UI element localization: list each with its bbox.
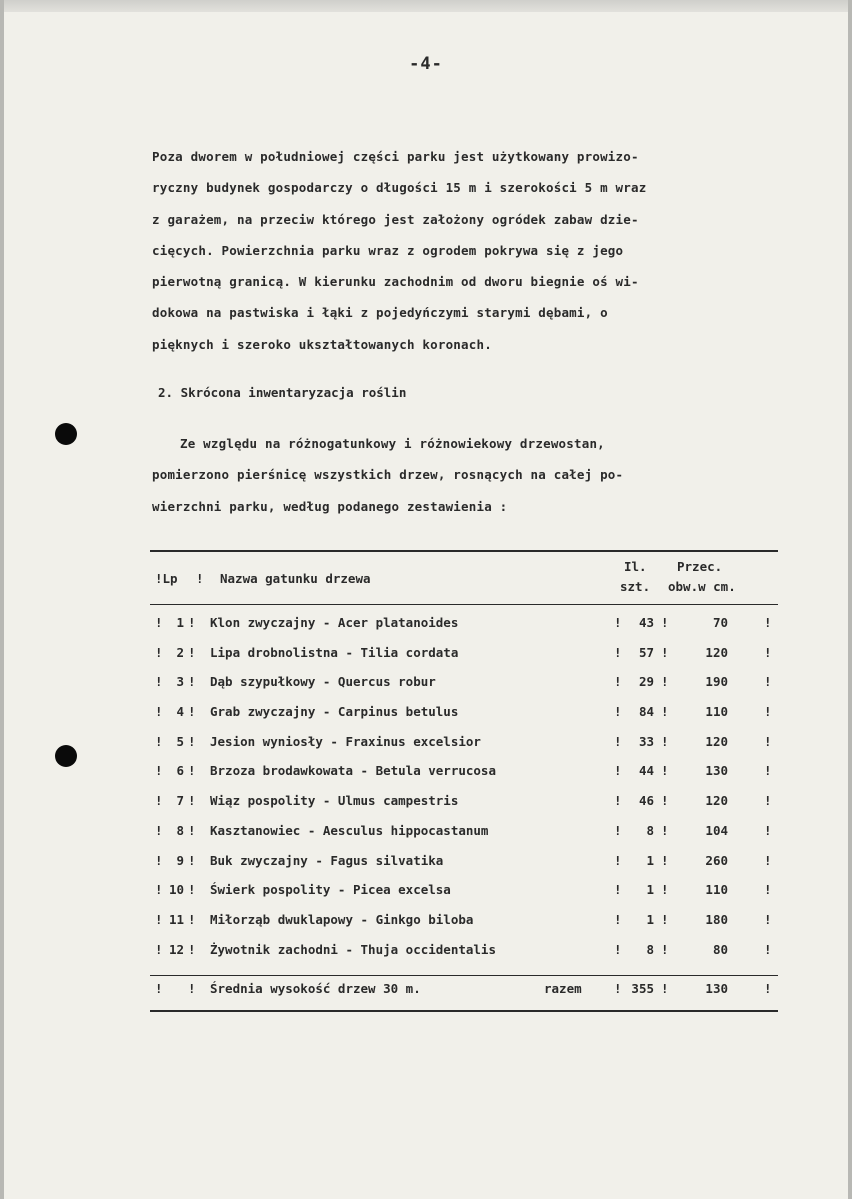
- header-il-2: szt.: [620, 579, 651, 594]
- row-lp: 2: [176, 644, 184, 660]
- row-lp: 7: [176, 793, 184, 809]
- sep: !: [764, 941, 772, 957]
- sep: !: [764, 763, 772, 779]
- scan-right-edge: [848, 0, 852, 1199]
- sep: !: [661, 981, 669, 997]
- sep: !: [155, 852, 163, 868]
- sep: !: [155, 793, 163, 809]
- sep: !: [614, 733, 622, 749]
- row-lp: 4: [176, 704, 184, 720]
- table-row: [150, 906, 778, 936]
- section-line: Ze względu na różnogatunkowy i różnowiekowy drzewostan,: [180, 436, 605, 451]
- row-species: Żywotnik zachodni - Thuja occidentalis: [210, 941, 496, 957]
- sep: !: [764, 822, 772, 838]
- table-top-rule: [150, 550, 778, 552]
- sep: !: [614, 941, 622, 957]
- sep: !: [155, 615, 163, 630]
- row-lp: 5: [176, 733, 184, 749]
- row-species: Kasztanowiec - Aesculus hippocastanum: [210, 822, 489, 838]
- row-count: 44: [638, 763, 654, 779]
- sep: !: [661, 615, 669, 630]
- tree-inventory-table: [150, 555, 778, 1005]
- sep: !: [661, 644, 669, 660]
- row-species: Wiąz pospolity - Ulmus campestris: [210, 793, 459, 809]
- sep: !: [661, 674, 669, 690]
- table-row: [150, 728, 778, 758]
- sep: !: [188, 793, 196, 809]
- table-row: [150, 668, 778, 698]
- sep: !: [155, 981, 163, 997]
- row-species: Jesion wyniosły - Fraxinus excelsior: [210, 733, 481, 749]
- row-count: 29: [638, 674, 654, 690]
- table-row: [150, 847, 778, 877]
- row-circumference: 120: [705, 644, 728, 660]
- section-line: pomierzono pierśnicę wszystkich drzew, rosnących na całej po-: [152, 467, 624, 483]
- row-count: 1: [646, 882, 654, 898]
- header-name: Nazwa gatunku drzewa: [220, 571, 371, 586]
- sep: !: [764, 981, 772, 997]
- intro-line: pierwotną granicą. W kierunku zachodnim od dworu biegnie oś wi-: [152, 274, 639, 290]
- intro-line: pięknych i szeroko ukształtowanych koronach.: [152, 336, 492, 352]
- sep: !: [614, 822, 622, 838]
- row-count: 84: [638, 704, 654, 720]
- sep: !: [661, 941, 669, 957]
- table-row: [150, 757, 778, 787]
- punch-hole: [55, 745, 77, 767]
- sep: !: [188, 733, 196, 749]
- row-lp: 9: [176, 852, 184, 868]
- page-number: -4-: [409, 54, 443, 74]
- sep: !: [614, 793, 622, 809]
- sep: !: [155, 882, 163, 898]
- row-circumference: 104: [705, 822, 728, 838]
- row-circumference: 180: [705, 911, 728, 927]
- sep: !: [614, 852, 622, 868]
- punch-hole: [55, 423, 77, 445]
- intro-paragraph: [152, 141, 772, 360]
- sep: !: [188, 852, 196, 868]
- sep: !: [155, 733, 163, 749]
- row-lp: 3: [176, 674, 184, 690]
- sep: !: [764, 911, 772, 927]
- sep: !: [661, 822, 669, 838]
- sep: !: [155, 763, 163, 779]
- sep: !: [188, 822, 196, 838]
- table-row: [150, 876, 778, 906]
- sep: !: [614, 882, 622, 898]
- sep: !: [188, 941, 196, 957]
- row-count: 57: [638, 644, 654, 660]
- sep: !: [764, 852, 772, 868]
- sep: !: [661, 911, 669, 927]
- sep: !: [661, 704, 669, 720]
- scan-top-edge: [0, 0, 852, 12]
- header-obw-1: Przec.: [677, 559, 723, 574]
- sep: !: [155, 822, 163, 838]
- sep: !: [661, 763, 669, 779]
- row-count: 8: [646, 941, 654, 957]
- row-circumference: 120: [705, 793, 728, 809]
- sep: !: [614, 763, 622, 779]
- row-circumference: 70: [712, 615, 728, 630]
- sep: !: [155, 674, 163, 690]
- header-lp: !Lp: [155, 571, 178, 586]
- sep: !: [155, 941, 163, 957]
- table-row: [150, 698, 778, 728]
- sep: !: [155, 704, 163, 720]
- intro-line: Poza dworem w południowej części parku jest użytkowany prowizo-: [152, 149, 639, 164]
- summary-text: Średnia wysokość drzew 30 m.: [210, 981, 421, 997]
- row-count: 33: [638, 733, 654, 749]
- row-count: 1: [646, 911, 654, 927]
- sep: !: [764, 615, 772, 630]
- row-count: 8: [646, 822, 654, 838]
- sep: !: [764, 733, 772, 749]
- row-count: 46: [638, 793, 654, 809]
- sep: !: [764, 674, 772, 690]
- row-circumference: 110: [705, 704, 728, 720]
- table-row: [150, 817, 778, 847]
- sep: !: [614, 644, 622, 660]
- row-count: 43: [638, 615, 654, 630]
- section-line: wierzchni parku, według podanego zestawienia :: [152, 498, 508, 514]
- row-circumference: 120: [705, 733, 728, 749]
- header-sep: !: [196, 571, 204, 586]
- sep: !: [188, 674, 196, 690]
- sep: !: [188, 615, 196, 630]
- row-circumference: 190: [705, 674, 728, 690]
- sep: !: [661, 852, 669, 868]
- row-species: Buk zwyczajny - Fagus silvatika: [210, 852, 444, 868]
- sep: !: [764, 793, 772, 809]
- summary-il: 355: [631, 981, 654, 997]
- header-il-1: Il.: [624, 559, 647, 574]
- sep: !: [155, 911, 163, 927]
- row-species: Miłorząb dwuklapowy - Ginkgo biloba: [210, 911, 474, 927]
- row-species: Brzoza brodawkowata - Betula verrucosa: [210, 763, 496, 779]
- sep: !: [661, 882, 669, 898]
- intro-line: ryczny budynek gospodarczy o długości 15 m i szerokości 5 m wraz: [152, 180, 647, 196]
- sep: !: [614, 704, 622, 720]
- scan-left-edge: [0, 0, 4, 1199]
- sep: !: [188, 882, 196, 898]
- table-summary-row: [150, 975, 778, 1005]
- sep: !: [188, 644, 196, 660]
- table-header: [150, 555, 778, 605]
- sep: !: [661, 733, 669, 749]
- row-species: Grab zwyczajny - Carpinus betulus: [210, 704, 459, 720]
- row-lp: 12: [168, 941, 184, 957]
- row-circumference: 260: [705, 852, 728, 868]
- row-lp: 8: [176, 822, 184, 838]
- sep: !: [155, 644, 163, 660]
- summary-label: razem: [544, 981, 582, 997]
- row-circumference: 110: [705, 882, 728, 898]
- intro-line: z garażem, na przeciw którego jest założony ogródek zabaw dzie-: [152, 211, 639, 227]
- sep: !: [188, 911, 196, 927]
- row-species: Dąb szypułkowy - Quercus robur: [210, 674, 436, 690]
- sep: !: [188, 704, 196, 720]
- sep: !: [188, 981, 196, 997]
- summary-obw: 130: [705, 981, 728, 997]
- row-species: Klon zwyczajny - Acer platanoides: [210, 615, 459, 630]
- row-circumference: 130: [705, 763, 728, 779]
- sep: !: [764, 704, 772, 720]
- header-obw-2: obw.w cm.: [668, 579, 736, 594]
- row-lp: 6: [176, 763, 184, 779]
- table-row: [150, 787, 778, 817]
- row-lp: 1: [176, 615, 184, 630]
- sep: !: [614, 674, 622, 690]
- section-paragraph: [152, 428, 772, 522]
- table-row: [150, 639, 778, 669]
- row-circumference: 80: [712, 941, 728, 957]
- table-body: [150, 609, 778, 965]
- intro-line: dokowa na pastwiska i łąki z pojedyńczymi starymi dębami, o: [152, 305, 608, 321]
- row-species: Świerk pospolity - Picea excelsa: [210, 882, 451, 898]
- sep: !: [614, 981, 622, 997]
- sep: !: [188, 763, 196, 779]
- table-row: [150, 609, 778, 639]
- row-lp: 11: [168, 911, 184, 927]
- sep: !: [614, 615, 622, 630]
- sep: !: [661, 793, 669, 809]
- sep: !: [764, 882, 772, 898]
- sep: !: [764, 644, 772, 660]
- sep: !: [614, 911, 622, 927]
- row-count: 1: [646, 852, 654, 868]
- row-species: Lipa drobnolistna - Tilia cordata: [210, 644, 459, 660]
- table-bottom-rule: [150, 1010, 778, 1012]
- table-row: [150, 936, 778, 966]
- row-lp: 10: [168, 882, 184, 898]
- intro-line: cięcych. Powierzchnia parku wraz z ogrodem pokrywa się z jego: [152, 242, 624, 258]
- section-heading: 2. Skrócona inwentaryzacja roślin: [158, 385, 407, 400]
